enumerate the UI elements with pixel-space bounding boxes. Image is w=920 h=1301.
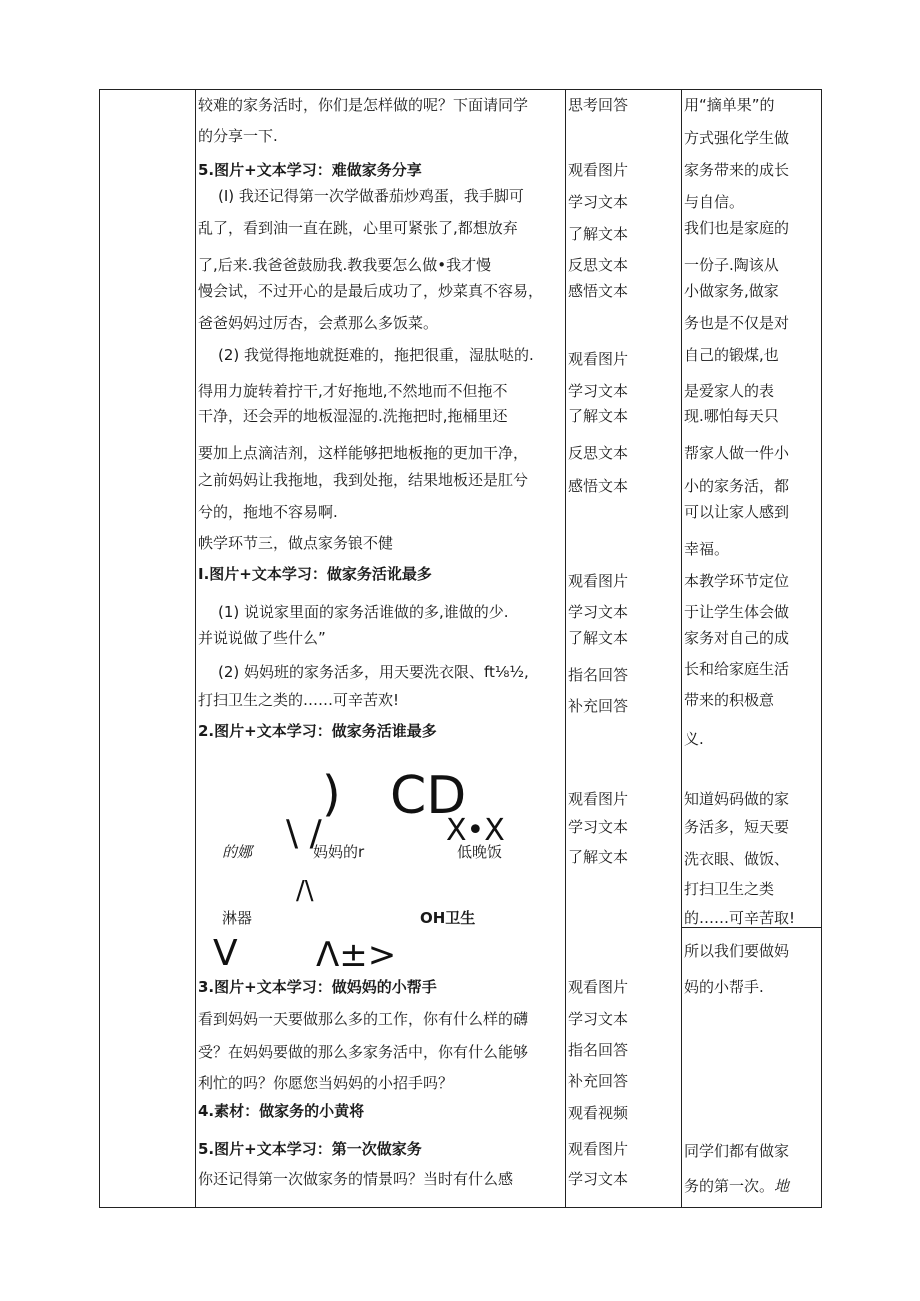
intent-line: 幸福。 [684, 540, 730, 558]
intent-line: 家务对自己的成 [684, 629, 790, 647]
image-glyph: ) [322, 766, 341, 822]
activity-label: 观看图片 [568, 350, 629, 368]
text-line: 得用力旋转着拧干,才好拖地,不然地而不但拖不 [198, 382, 508, 400]
activity-label: 感悟文本 [568, 477, 629, 495]
activity-label: 观看图片 [568, 790, 629, 808]
activity-label: 补充回答 [568, 697, 629, 715]
activity-label: 感悟文本 [568, 282, 629, 300]
image-glyph: CD [390, 766, 467, 826]
text-line: (2) 妈妈班的家务活多，用天要洗衣限、ft⅛½, [218, 663, 529, 681]
table-bottom-border [99, 1207, 822, 1208]
intent-line: 义. [684, 730, 704, 748]
intent-line: 本教学环节定位 [684, 572, 790, 590]
section-heading: 5.图片+文本学习：难做家务分享 [198, 161, 422, 179]
table-right-border [821, 89, 822, 1208]
text-line: 利忙的吗？你愿您当妈妈的小招手吗？ [198, 1074, 454, 1092]
text-line: 看到妈妈一天要做那么多的工作，你有什么样的礴 [198, 1010, 529, 1028]
text-line: (2) 我觉得拖地就挺难的，拖把很重，湿肽哒的. [218, 346, 534, 364]
intent-line: 长和给家庭生活 [684, 660, 790, 678]
activity-label: 学习文本 [568, 193, 629, 211]
activity-label: 了解文本 [568, 407, 629, 425]
text-line: (I) 我还记得第一次学做番茄炒鸡蛋，我手脚可 [218, 187, 524, 205]
column-divider-3 [681, 89, 682, 1208]
text-line: 你还记得第一次做家务的情景吗？当时有什么感 [198, 1170, 514, 1188]
text-line: 受？在妈妈要做的那么多家务活中，你有什么能够 [198, 1043, 529, 1061]
image-label: 妈妈的r [313, 843, 365, 861]
image-label: 淋器 [222, 909, 253, 927]
table-top-border [99, 89, 822, 90]
section-heading: 2.图片+文本学习：做家务活谁最多 [198, 722, 437, 740]
col4-row-divider [681, 927, 822, 928]
intent-line: 同学们都有做家 [684, 1142, 790, 1160]
column-divider-2 [565, 89, 566, 1208]
image-label: OH卫生 [420, 909, 476, 927]
image-label: 的娜 [222, 843, 253, 861]
image-glyph: /\ [296, 876, 314, 906]
intent-line: 打扫卫生之类 [684, 880, 775, 898]
intent-line: 现.哪怕每天只 [684, 407, 779, 425]
text-line: 兮的，拖地不容易啊. [198, 503, 338, 521]
activity-label: 学习文本 [568, 1010, 629, 1028]
section-heading: 3.图片+文本学习：做妈妈的小帮手 [198, 978, 437, 996]
activity-label: 观看视频 [568, 1104, 629, 1122]
text-line: (1) 说说家里面的家务活谁做的多,谁做的少. [218, 603, 509, 621]
activity-label: 观看图片 [568, 1140, 629, 1158]
image-glyph: X•X [446, 813, 505, 848]
intent-line: 的……可辛苦取! [684, 909, 796, 927]
intent-line: 我们也是家庭的 [684, 219, 790, 237]
activity-label: 学习文本 [568, 603, 629, 621]
activity-label: 反思文本 [568, 256, 629, 274]
text-line: 较难的家务活时，你们是怎样做的呢？下面请同学 [198, 96, 529, 114]
image-label: 低晚饭 [457, 843, 503, 861]
intent-line: 是爱家人的表 [684, 382, 775, 400]
activity-label: 指名回答 [568, 666, 629, 684]
section-heading: 5.图片+文本学习：第一次做家务 [198, 1140, 422, 1158]
activity-label: 思考回答 [568, 96, 629, 114]
activity-label: 学习文本 [568, 1170, 629, 1188]
text-line: 乱了，看到油一直在跳，心里可紧张了,都想放弃 [198, 219, 518, 237]
intent-line: 方式强化学生做 [684, 129, 790, 147]
intent-line: 帮家人做一件小 [684, 444, 790, 462]
intent-line: 可以让家人感到 [684, 503, 790, 521]
intent-line: 用“摘单果”的 [684, 96, 775, 114]
activity-label: 了解文本 [568, 629, 629, 647]
activity-label: 学习文本 [568, 382, 629, 400]
section-heading: 4.素材：做家务的小黄将 [198, 1102, 365, 1120]
text-line: 之前妈妈让我拖地，我到处拖，结果地板还是肛兮 [198, 471, 529, 489]
text-line: 要加上点滴洁剂，这样能够把地板拖的更加干净， [198, 444, 529, 462]
text-line: 爸爸妈妈过厉杏，会煮那么多饭菜。 [198, 314, 439, 332]
intent-line: 知道妈码做的家 [684, 790, 790, 808]
activity-label: 学习文本 [568, 818, 629, 836]
text-line: 打扫卫生之类的……可辛苦欢! [198, 691, 400, 709]
activity-label: 反思文本 [568, 444, 629, 462]
intent-line: 与自信。 [684, 193, 745, 211]
table-left-border [99, 89, 100, 1208]
text-line: 慢会试，不过开心的是最后成功了，炒菜真不容易， [198, 282, 544, 300]
activity-label: 观看图片 [568, 978, 629, 996]
intent-line: 小的家务活，都 [684, 477, 790, 495]
intent-line: 务活多，短天要 [684, 818, 790, 836]
image-glyph: V [213, 933, 238, 974]
intent-text: 地 [774, 1177, 790, 1195]
text-line: 的分享一下. [198, 127, 278, 145]
activity-label: 补充回答 [568, 1072, 629, 1090]
intent-line: 妈的小帮手. [684, 978, 764, 996]
intent-line: 务也是不仅是对 [684, 314, 790, 332]
column-divider-1 [195, 89, 196, 1208]
intent-line: 于让学生体会做 [684, 603, 790, 621]
activity-label: 指名回答 [568, 1041, 629, 1059]
text-line: 了,后来.我爸爸鼓励我.教我要怎么做•我才慢 [198, 256, 492, 274]
intent-line: 家务带来的成长 [684, 161, 790, 179]
intent-line: 小做家务,做家 [684, 282, 779, 300]
image-glyph: \ / [286, 813, 322, 854]
activity-label: 观看图片 [568, 572, 629, 590]
intent-line: 带来的积极意 [684, 691, 775, 709]
activity-label: 了解文本 [568, 848, 629, 866]
text-line: 并说说做了些什么” [198, 629, 326, 647]
intent-line: 一份子.陶该从 [684, 256, 779, 274]
section-title: 帙学环节三，做点家务锒不健 [198, 534, 394, 552]
image-glyph: Λ±> [316, 935, 397, 975]
intent-line: 所以我们要做妈 [684, 942, 790, 960]
activity-label: 了解文本 [568, 225, 629, 243]
intent-line [684, 1177, 789, 1195]
intent-line: 洗衣眼、做饭、 [684, 850, 790, 868]
intent-line: 自己的锻煤,也 [684, 346, 779, 364]
section-heading: I.图片+文本学习：做家务活讹最多 [198, 565, 432, 583]
activity-label: 观看图片 [568, 161, 629, 179]
intent-text: 务的第一次。 [684, 1177, 775, 1195]
text-line: 干净，还会弄的地板湿湿的.洗拖把时,拖桶里还 [198, 407, 508, 425]
